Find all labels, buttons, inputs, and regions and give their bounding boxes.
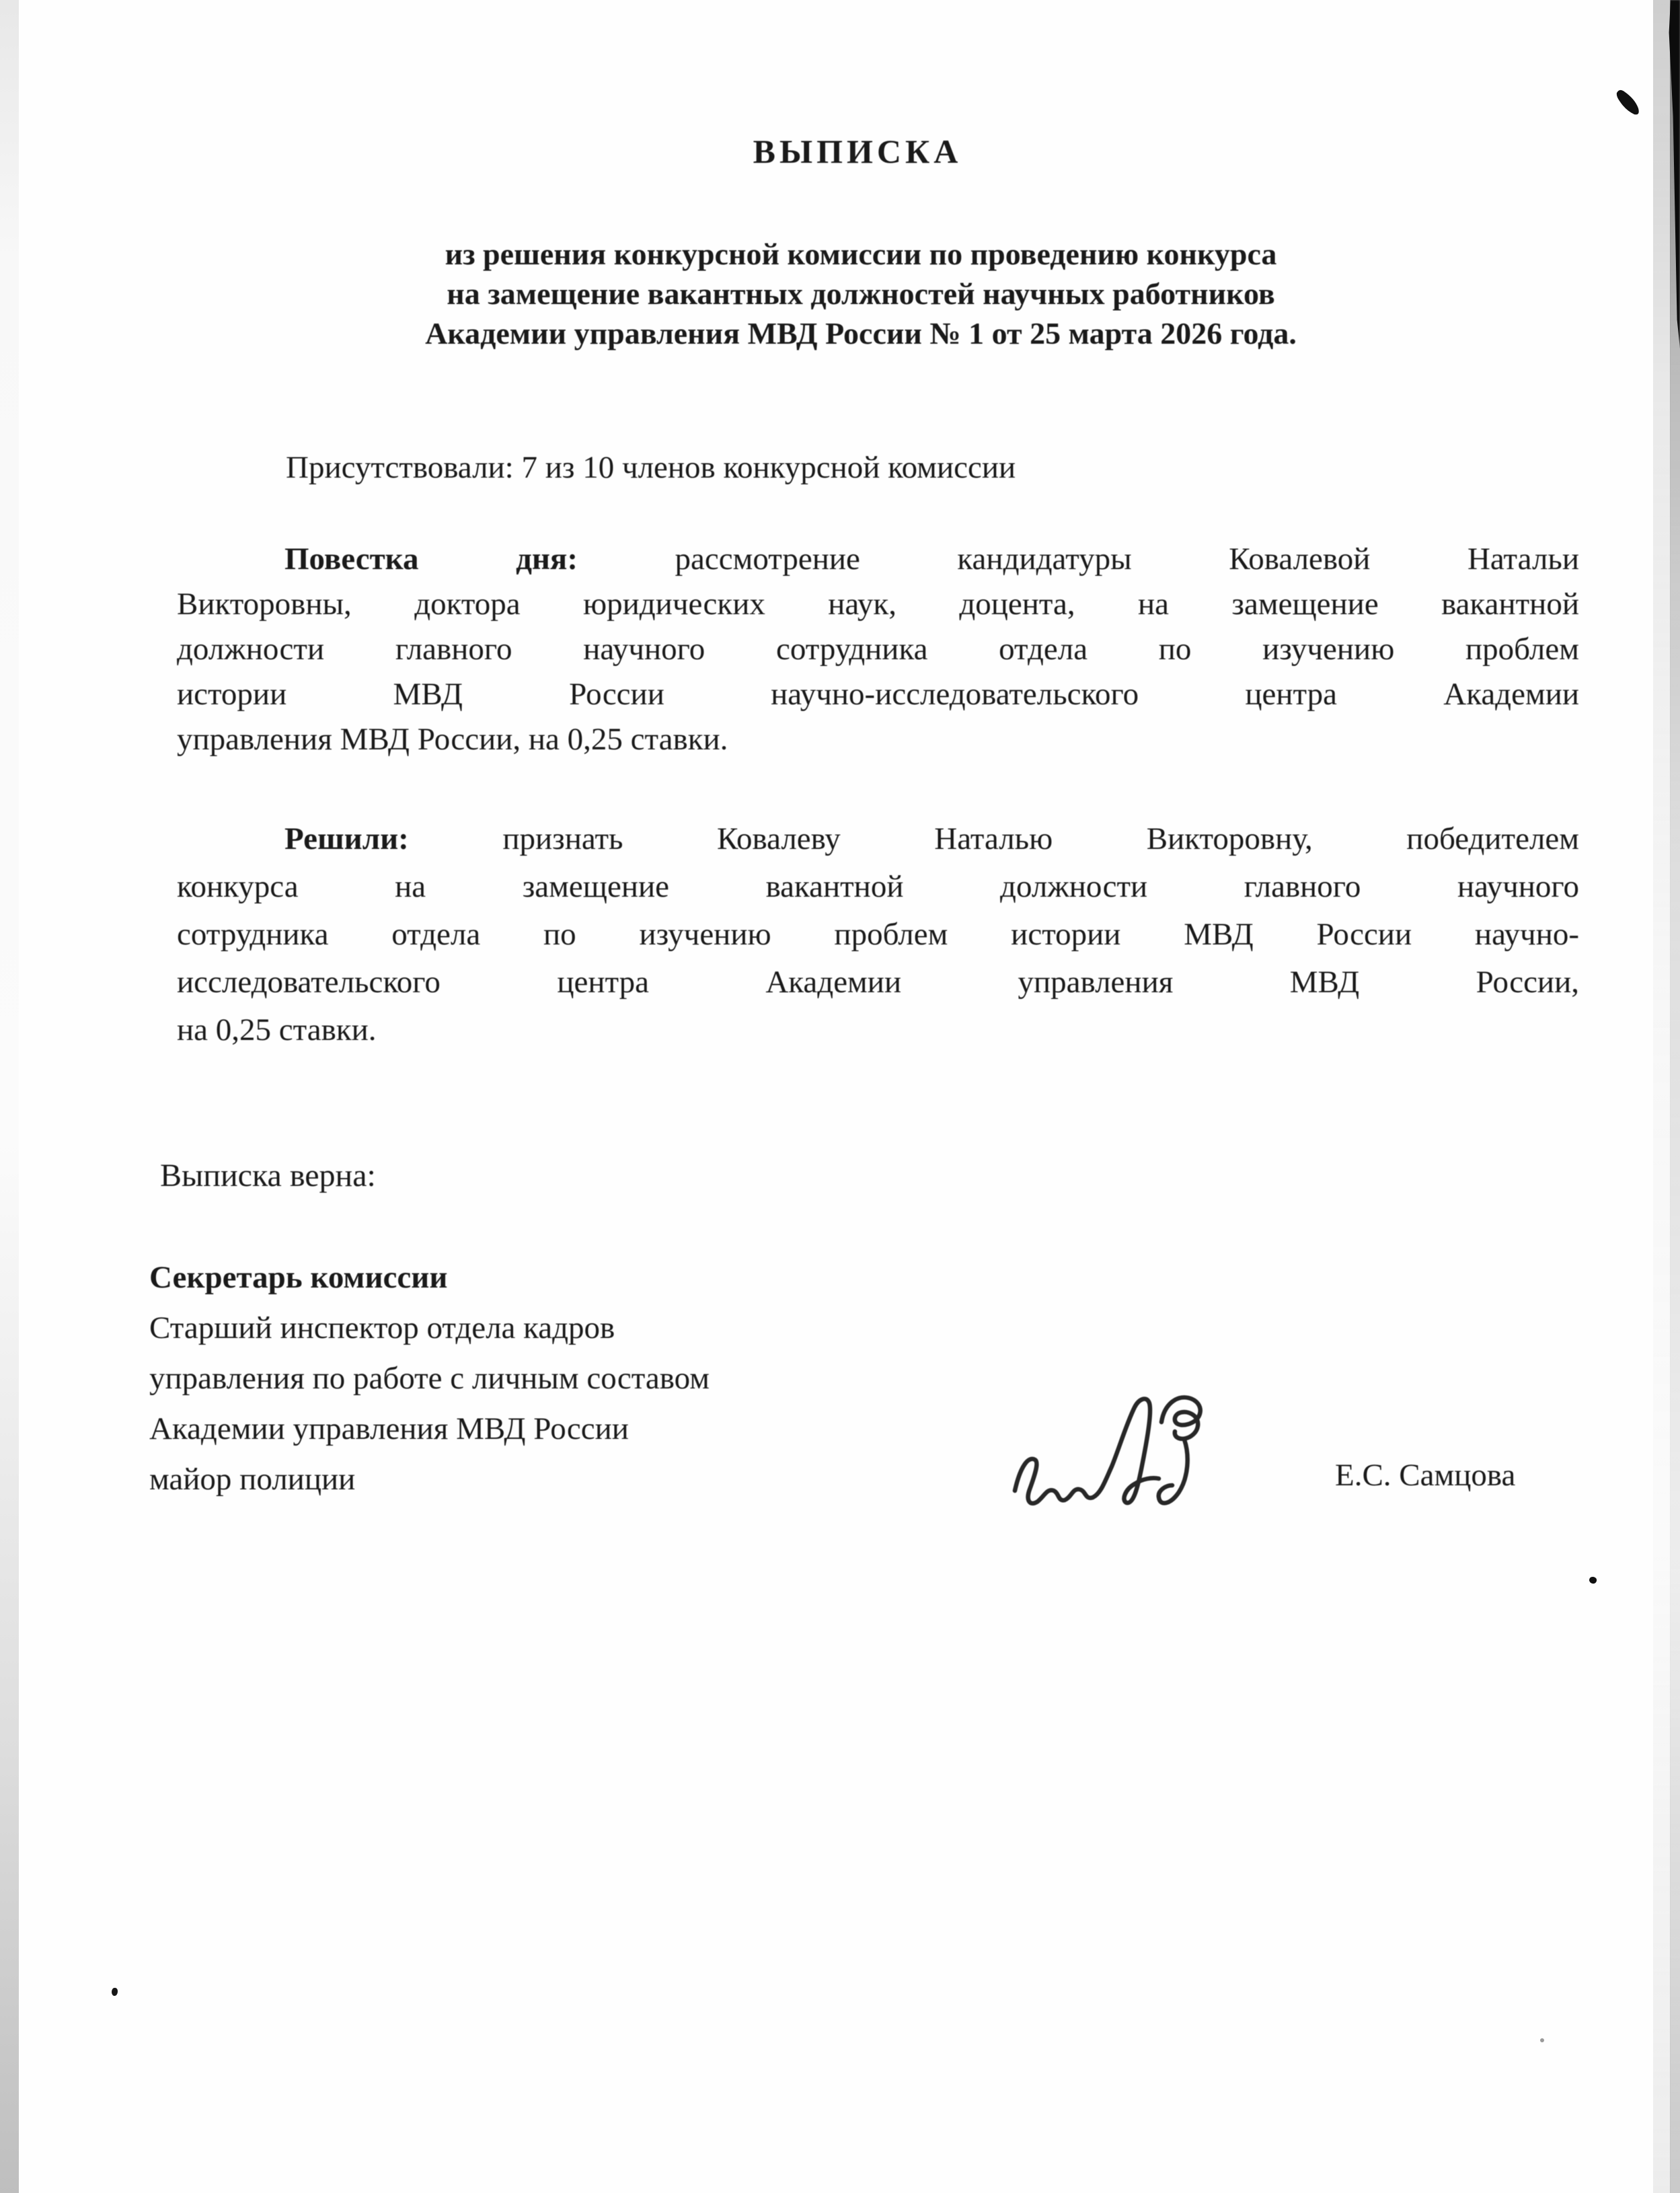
signatory-role-line: майор полиции xyxy=(149,1462,356,1497)
agenda-lead-label: Повестка дня: xyxy=(284,542,578,577)
signatory-block xyxy=(149,1253,1057,1505)
document-subtitle xyxy=(336,234,1385,353)
pen-ink-mark xyxy=(1613,86,1645,118)
resolution-line-text: признать Ковалеву Наталью Викторовну, победителем xyxy=(502,821,1579,856)
document-title: ВЫПИСКА xyxy=(753,133,962,170)
signatory-role-line: Секретарь комиссии xyxy=(149,1260,448,1295)
signatory-role-line: управления по работе с личным составом xyxy=(149,1361,710,1396)
agenda-line-text: рассмотрение кандидатуры Ковалевой Натальи xyxy=(675,542,1579,577)
ink-speck xyxy=(112,1988,118,1996)
agenda-line: истории МВД России научно-исследовательского центра Академии xyxy=(177,677,1579,712)
resolution-lead-label: Решили: xyxy=(284,821,409,856)
scan-edge-right-light xyxy=(1653,0,1671,2193)
agenda-line xyxy=(177,537,1579,582)
ink-speck xyxy=(1588,1575,1597,1585)
resolution-paragraph xyxy=(177,815,1579,1054)
signatory-name: Е.С. Самцова xyxy=(1335,1458,1516,1493)
paper-speck xyxy=(1540,2038,1544,2042)
subtitle-line: на замещение вакантных должностей научных работников xyxy=(447,276,1275,311)
attendance-line: Присутствовали: 7 из 10 членов конкурсной комиссии xyxy=(286,450,1016,485)
agenda-line: Викторовны, доктора юридических наук, доцента, на замещение вакантной xyxy=(177,587,1579,622)
scan-edge-left xyxy=(0,0,19,2193)
handwritten-signature xyxy=(1005,1391,1214,1509)
resolution-line xyxy=(177,815,1579,863)
resolution-line: на 0,25 ставки. xyxy=(177,1012,377,1047)
agenda-line: управления МВД России, на 0,25 ставки. xyxy=(177,722,728,757)
agenda-paragraph xyxy=(177,537,1579,762)
signatory-role-line: Старший инспектор отдела кадров xyxy=(149,1310,615,1345)
certification-line: Выписка верна: xyxy=(160,1158,376,1193)
resolution-line: конкурса на замещение вакантной должности главного научного xyxy=(177,869,1579,904)
signatory-role-line: Академии управления МВД России xyxy=(149,1411,629,1446)
agenda-line: должности главного научного сотрудника отдела по изучению проблем xyxy=(177,632,1579,667)
subtitle-line: из решения конкурсной комиссии по проведению конкурса xyxy=(445,237,1277,271)
resolution-line: исследовательского центра Академии управления МВД России, xyxy=(177,965,1579,1000)
subtitle-line: Академии управления МВД России № 1 от 25 марта 2026 года. xyxy=(425,316,1297,350)
resolution-line: сотрудника отдела по изучению проблем истории МВД России научно- xyxy=(177,917,1579,952)
